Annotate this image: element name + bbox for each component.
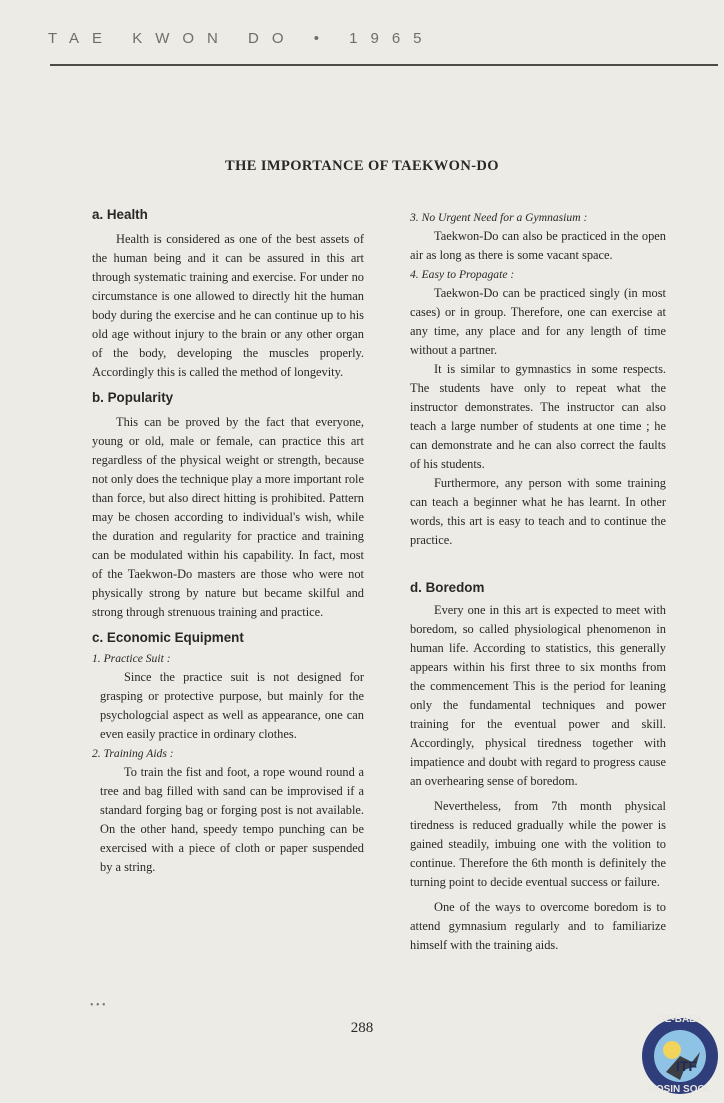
item-practice-suit-body: Since the practice suit is not designed for grasping or protective purpose, but mainly for the psychologcial aspect as well as appearance, one can even easily practice in ordinary clothes. [100,670,364,741]
running-head: TAE KWON DO • 1965 [48,30,435,47]
section-heading-popularity: b. Popularity [92,390,174,405]
item-training-aids-heading: 2. Training Aids : [92,747,174,760]
page-title: THE IMPORTANCE OF TAEKWON-DO [225,158,499,174]
item-propagate-body-3: Furthermore, any person with some training can teach a beginner what he has learnt. In other words, this art is easy to teach and to continue the practice. [410,476,666,547]
popularity-paragraph: This can be proved by the fact that everyone, young or old, male or female, can practice this art regardless of the physical weight or strength, because not only does the technique play a more important role than force, but also direct hitting is prohibited. Pattern may be chosen according to individual's wish, while the duration and regularity for practice and training can be modulated within his capability. In fact, most of the Taekwon-Do masters are those who were not physically strong by nature but became skilful and strong through strenuous training and practice. [92,415,364,619]
boredom-paragraph-1: Every one in this art is expected to meet with boredom, so called physiological phenomenon in human life. According to statistics, this generally appears within his first three to six months from the commencement This is the period for leaning only the fundamental techniques and power training for the eventual power and skill. Accordingly, physical tiredness together with impatience and doubt with regard to progress cause an overhearing sense of boredom. [410,603,666,788]
logo-middle-text: ITF [676,1058,697,1074]
item-propagate-heading: 4. Easy to Propagate : [410,268,515,281]
item-gymnasium-body: Taekwon-Do can also be practiced in the open air as long as there is some vacant space. [410,229,666,262]
section-heading-boredom: d. Boredom [410,580,485,595]
item-gymnasium-heading: 3. No Urgent Need for a Gymnasium : [410,211,588,224]
right-column [410,208,666,955]
item-propagate-body-2: It is similar to gymnastics in some respects. The students have only to repeat what the instructor demonstrates. The instructor can also teach a large number of students at one time ; he can demonstrate and he can also correct the faults of his students. [410,362,666,471]
boredom-paragraph-3: One of the ways to overcome boredom is to attend gymnasium regularly and to familiarize himself with the training aids. [410,900,666,952]
logo-sun [663,1041,681,1059]
boredom-paragraph-2: Nevertheless, from 7th month physical tiredness is reduced gradually while the power is gained steadily, imbuing one with the volition to continue. Therefore the 6th month is definitely the turning point to decide eventual success or failure. [410,799,666,889]
gebaek-hosin-sool-logo [640,1012,720,1098]
page-number: 288 [350,1020,374,1036]
stray-print-marks: • • • [90,1000,106,1011]
item-propagate-body-1: Taekwon-Do can be practiced singly (in most cases) or in group. Therefore, one can exercise at any time, any place and for any length of time without a partner. [410,286,666,357]
section-heading-economic: c. Economic Equipment [92,630,244,645]
left-column [92,205,364,877]
section-heading-health: a. Health [92,207,148,222]
item-practice-suit-heading: 1. Practice Suit : [92,652,171,665]
logo-bottom-text: HOSIN SOOL [648,1084,712,1095]
header-rule [50,64,718,66]
logo-top-text: GE-BAEK [656,1014,704,1025]
health-paragraph: Health is considered as one of the best assets of the human being and it can be assured in this art through systematic training and exercise. For under no circumstance is one allowed to directly hit the human body during the exercise and he can continue up to his old age without injury to the brain or any other organ of the body, developing the muscles properly. Accordingly this is called the method of longevity. [92,232,364,379]
item-training-aids-body: To train the fist and foot, a rope wound round a tree and bag filled with sand can be improvised if a standard forging bag or forging post is not available. On the other hand, speedy tempo punching can be exercised with a piece of cloth or paper suspended by a string. [100,765,364,874]
